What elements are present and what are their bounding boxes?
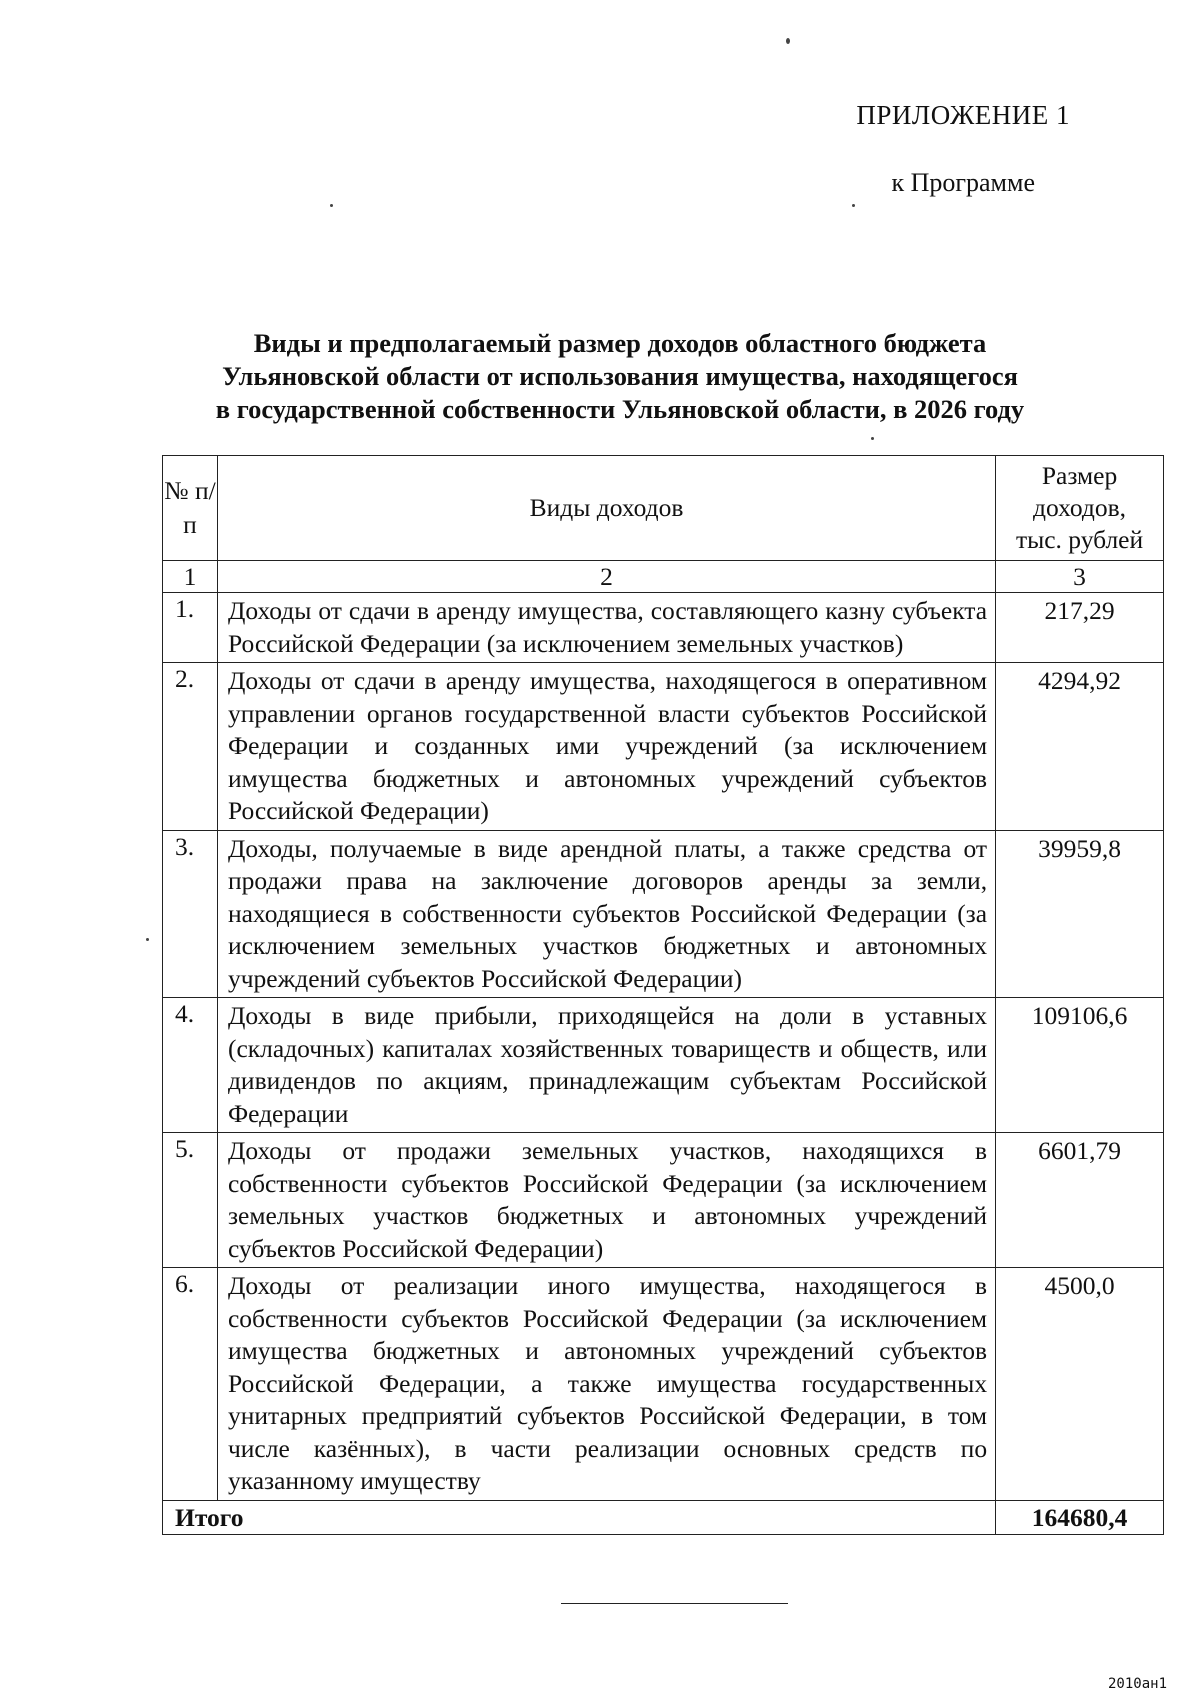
scan-speck	[871, 437, 874, 440]
scan-speck	[852, 204, 855, 207]
document-code: 2010ан1	[1108, 1676, 1168, 1692]
scan-speck	[786, 38, 790, 44]
table-row	[163, 663, 1164, 831]
row-description: Доходы от реализации иного имущества, находящегося в собственности субъектов Российской Федерации (за исключением имущества бюджетных и автономных учреждений субъектов Российской Федерации, а также имущества государственных унитарных предприятий субъектов Российской Федерации, в том числе казённых), в части реализации основных средств по указанному имуществу	[217, 1268, 995, 1501]
column-index-cell: 1	[163, 561, 218, 593]
row-value: 217,29	[996, 593, 1164, 663]
row-value: 6601,79	[996, 1133, 1164, 1268]
row-number: 5.	[163, 1133, 218, 1268]
document-heading	[160, 327, 1080, 426]
row-value: 4294,92	[996, 663, 1164, 831]
row-number: 4.	[163, 998, 218, 1133]
row-number: 1.	[163, 593, 218, 663]
row-value: 4500,0	[996, 1268, 1164, 1501]
header-value-line: тыс. рублей	[1015, 525, 1144, 554]
appendix-title: ПРИЛОЖЕНИЕ 1	[856, 100, 1070, 130]
row-description: Доходы в виде прибыли, приходящейся на доли в уставных (складочных) капиталах хозяйственных товариществ и обществ, или дивидендов по акциям, принадлежащим субъектам Российской Федерации	[217, 998, 995, 1133]
header-cell-num: № п/п	[163, 456, 218, 561]
table-row	[163, 830, 1164, 998]
heading-line: Ульяновской области от использования имущества, находящегося	[222, 361, 1018, 391]
scan-speck	[146, 938, 149, 941]
row-number: 3.	[163, 830, 218, 998]
total-value: 164680,4	[996, 1500, 1164, 1534]
row-number: 2.	[163, 663, 218, 831]
column-index-cell: 3	[996, 561, 1164, 593]
table-row	[163, 1268, 1164, 1501]
row-value: 109106,6	[996, 998, 1164, 1133]
appendix-subtitle: к Программе	[891, 168, 1035, 197]
row-description: Доходы, получаемые в виде арендной платы, а также средства от продажи права на заключение договоров аренды за земли, находящиеся в собственности субъектов Российской Федерации (за исключением земельных участков бюджетных и автономных учреждений субъектов Российской Федерации)	[217, 830, 995, 998]
scan-speck	[330, 204, 333, 207]
row-value: 39959,8	[996, 830, 1164, 998]
row-description: Доходы от продажи земельных участков, находящихся в собственности субъектов Российской Федерации (за исключением земельных участков бюджетных и автономных учреждений субъектов Российской Федерации)	[217, 1133, 995, 1268]
table-header-row	[163, 456, 1164, 561]
header-value-line: доходов,	[1033, 493, 1127, 522]
heading-line: в государственной собственности Ульяновской области, в 2026 году	[215, 394, 1025, 424]
total-label: Итого	[163, 1500, 996, 1534]
column-index-cell: 2	[217, 561, 995, 593]
table-row	[163, 998, 1164, 1133]
header-cell-desc: Виды доходов	[217, 456, 995, 561]
footer-rule	[561, 1603, 788, 1604]
row-number: 6.	[163, 1268, 218, 1501]
heading-line: Виды и предполагаемый размер доходов областного бюджета	[253, 328, 987, 358]
table-row	[163, 1133, 1164, 1268]
column-index-row	[163, 561, 1164, 593]
income-table	[162, 455, 1164, 1535]
table-row	[163, 593, 1164, 663]
header-cell-value	[996, 456, 1164, 561]
row-description: Доходы от сдачи в аренду имущества, находящегося в оперативном управлении органов государственной власти субъектов Российской Федерации и созданных ими учреждений (за исключением имущества бюджетных и автономных учреждений субъектов Российской Федерации)	[217, 663, 995, 831]
row-description: Доходы от сдачи в аренду имущества, составляющего казну субъекта Российской Федерации (за исключением земельных участков)	[217, 593, 995, 663]
header-value-line: Размер	[1041, 461, 1118, 490]
total-row	[163, 1500, 1164, 1534]
